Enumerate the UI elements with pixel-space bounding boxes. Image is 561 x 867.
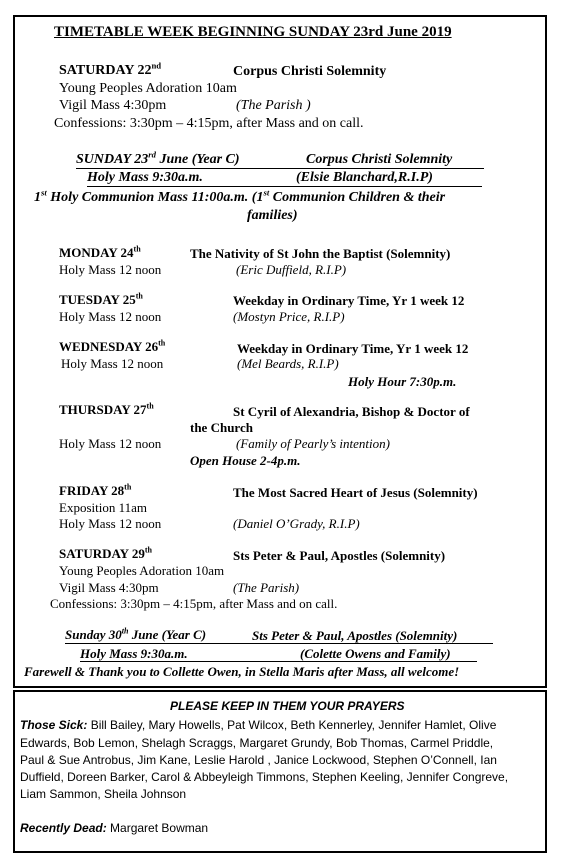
thu27-open-house: Open House 2-4p.m. [190,453,301,468]
thu27-mass: Holy Mass 12 noon [59,436,162,451]
sat29-adoration: Young Peoples Adoration 10am [59,563,225,578]
sun23-feast: Corpus Christi Solemnity [306,152,453,167]
sun30-mass-intention: (Colette Owens and Family) [300,646,451,661]
mon24-feast: The Nativity of St John the Baptist (Solemnity) [190,246,451,261]
tue25-feast: Weekday in Ordinary Time, Yr 1 week 12 [233,293,465,308]
sun30-farewell: Farewell & Thank you to Collette Owen, in Stella Maris after Mass, all welcome! [24,664,460,679]
sat29-feast: Sts Peter & Paul, Apostles (Solemnity) [233,548,446,563]
fri28-day: FRIDAY 28th [59,482,132,498]
sat22-vigil: Vigil Mass 4:30pm [59,98,167,113]
sat29-vigil-intention: (The Parish) [233,580,300,595]
sat29-day: SATURDAY 29th [59,545,152,561]
thu27-feast: St Cyril of Alexandria, Bishop & Doctor of [233,404,470,419]
sat22-vigil-intention: (The Parish ) [236,98,311,113]
fri28-mass: Holy Mass 12 noon [59,516,162,531]
fri28-feast: The Most Sacred Heart of Jesus (Solemnity) [233,485,478,500]
prayers-recently-dead: Recently Dead: Margaret Bowman [20,821,209,835]
fri28-intention: (Daniel O’Grady, R.I.P) [233,516,360,531]
prayers-sick-line-4: Duffield, Doreen Barker, Carol & Abbeyleigh Timmons, Stephen Keeling, Jennifer Congreve, [20,770,509,784]
prayers-sick-line-5: Liam Sammon, Sheila Johnson [20,787,187,801]
tue25-day: TUESDAY 25th [59,291,143,307]
sun30-underline [65,643,493,644]
sat22-adoration: Young Peoples Adoration 10am [59,81,237,96]
wed26-holy-hour: Holy Hour 7:30p.m. [348,374,457,389]
sun23-mass: Holy Mass 9:30a.m. [87,170,203,185]
sat22-feast: Corpus Christi Solemnity [233,64,387,79]
mon24-day: MONDAY 24th [59,244,141,260]
fri28-exposition: Exposition 11am [59,500,147,515]
sun30-day: Sunday 30th June (Year C) [65,626,207,642]
wed26-feast: Weekday in Ordinary Time, Yr 1 week 12 [237,341,469,356]
sun30-feast: Sts Peter & Paul, Apostles (Solemnity) [252,628,458,643]
tue25-intention: (Mostyn Price, R.I.P) [233,309,345,324]
sat22-day: SATURDAY 22nd [59,60,162,78]
prayers-sick-line-2: Edwards, Bob Lemon, Shelagh Scraggs, Margaret Grundy, Bob Thomas, Carmel Priddle, [20,736,494,750]
wed26-mass: Holy Mass 12 noon [61,356,164,371]
sat29-confessions: Confessions: 3:30pm – 4:15pm, after Mass and on call. [50,596,338,611]
thu27-day: THURSDAY 27th [59,401,154,417]
sun23-underline [76,168,484,169]
tue25-mass: Holy Mass 12 noon [59,309,162,324]
mon24-intention: (Eric Duffield, R.I.P) [236,262,347,277]
thu27-feast-cont: the Church [190,420,253,435]
sun30-mass-underline [80,661,477,662]
sat22-confessions: Confessions: 3:30pm – 4:15pm, after Mass and on call. [54,116,364,131]
sat29-vigil: Vigil Mass 4:30pm [59,580,159,595]
thu27-intention: (Family of Pearly’s intention) [236,436,390,451]
sun23-day: SUNDAY 23rd June (Year C) [76,149,240,167]
wed26-intention: (Mel Beards, R.I.P) [237,356,339,371]
page-title: TIMETABLE WEEK BEGINNING SUNDAY 23rd June 2019 [54,24,452,40]
sun23-mass-intention: (Elsie Blanchard,R.I.P) [296,170,433,185]
prayers-heading: PLEASE KEEP IN THEM YOUR PRAYERS [170,699,405,713]
sun30-mass: Holy Mass 9:30a.m. [80,646,188,661]
sun23-communion-cont: families) [247,208,298,223]
sun23-mass-underline [87,186,482,187]
wed26-day: WEDNESDAY 26th [59,338,166,354]
mon24-mass: Holy Mass 12 noon [59,262,162,277]
prayers-sick-line-3: Paul & Sue Antrobus, Jim Kane, Leslie Harold , Janice Lockwood, Stephen O’Connell, Ian [20,753,497,767]
prayers-sick-line-1: Those Sick: Bill Bailey, Mary Howells, Pat Wilcox, Beth Kennerley, Jennifer Hamlet, Olive [20,718,497,732]
sun23-communion: 1st Holy Communion Mass 11:00a.m. (1st Communion Children & their [34,187,446,205]
